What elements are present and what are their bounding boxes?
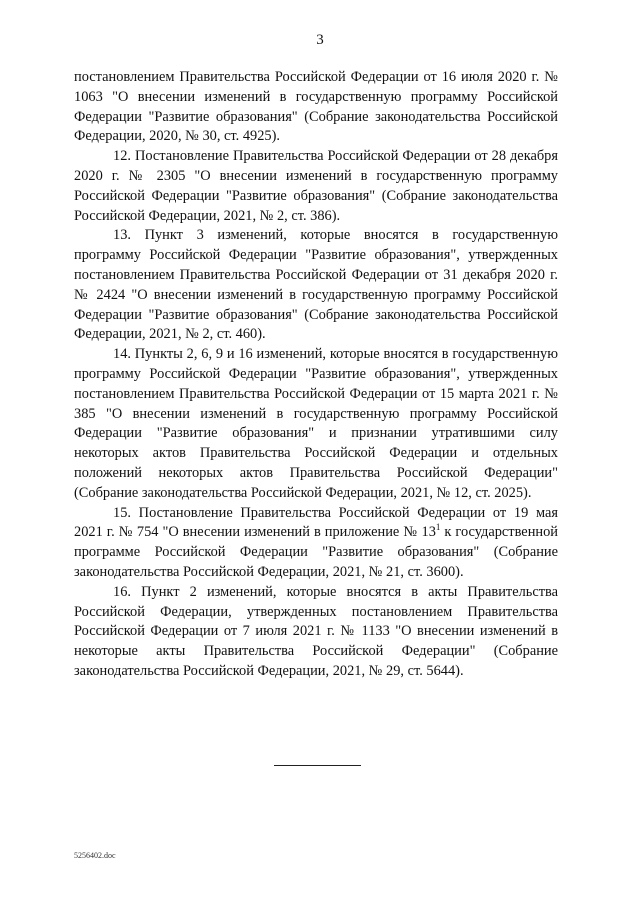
paragraph-item-16: 16. Пункт 2 изменений, которые вносятся в акты Правительства Российской Федерации, утвержденных постановлением Правительства Российской Федерации от 7 июля 2021 г. № 1133 "О внесении изменений в некоторые акты Правительства Российской Федерации" (Собрание законодательства Российской Федерации, 2021, № 29, ст. 5644).: [74, 583, 558, 679]
footer-doc-code: 5256402.doc: [74, 851, 116, 860]
document-body: [74, 68, 558, 682]
paragraph-item-15-part2: к государственной программе Российской Федерации "Развитие образования" (Собрание законодательства Российской Федерации, 2021, № 21, ст. 3600).: [74, 524, 558, 580]
end-separator-line: [274, 765, 361, 766]
paragraph-item-13: 13. Пункт 3 изменений, которые вносятся в государственную программу Российской Федерации "Развитие образования", утвержденных постановлением Правительства Российской Федерации от 31 декабря 2020 г. № 2424 "О внесении изменений в государственную программу Российской Федерации "Развитие образования" (Собрание законодательства Российской Федерации, 2021, № 2, ст. 460).: [74, 227, 558, 343]
paragraph-item-14: 14. Пункты 2, 6, 9 и 16 изменений, которые вносятся в государственную программу Российской Федерации "Развитие образования", утвержденных постановлением Правительства Российской Федерации от 15 марта 2021 г. № 385 "О внесении изменений в государственную программу Российской Федерации "Развитие образования" и признании утратившими силу некоторых актов Правительства Российской Федерации и отдельных положений некоторых актов Правительства Российской Федерации" (Собрание законодательства Российской Федерации, 2021, № 12, ст. 2025).: [74, 346, 558, 501]
page-number: 3: [316, 32, 324, 48]
superscript-mark: 1: [435, 522, 441, 533]
paragraph-continuation: постановлением Правительства Российской Федерации от 16 июля 2020 г. № 1063 "О внесении изменений в государственную программу Российской Федерации "Развитие образования" (Собрание законодательства Российской Федерации, 2020, № 30, ст. 4925).: [74, 69, 558, 145]
paragraph-item-15: [74, 504, 558, 583]
paragraph-item-15-part1: 15. Постановление Правительства Российской Федерации от 19 мая 2021 г. № 754 "О внесении изменений в приложение № 13: [74, 504, 558, 541]
paragraph-item-12: 12. Постановление Правительства Российской Федерации от 28 декабря 2020 г. № 2305 "О внесении изменений в государственную программу Российской Федерации "Развитие образования" (Собрание законодательства Российской Федерации, 2021, № 2, ст. 386).: [74, 148, 558, 224]
